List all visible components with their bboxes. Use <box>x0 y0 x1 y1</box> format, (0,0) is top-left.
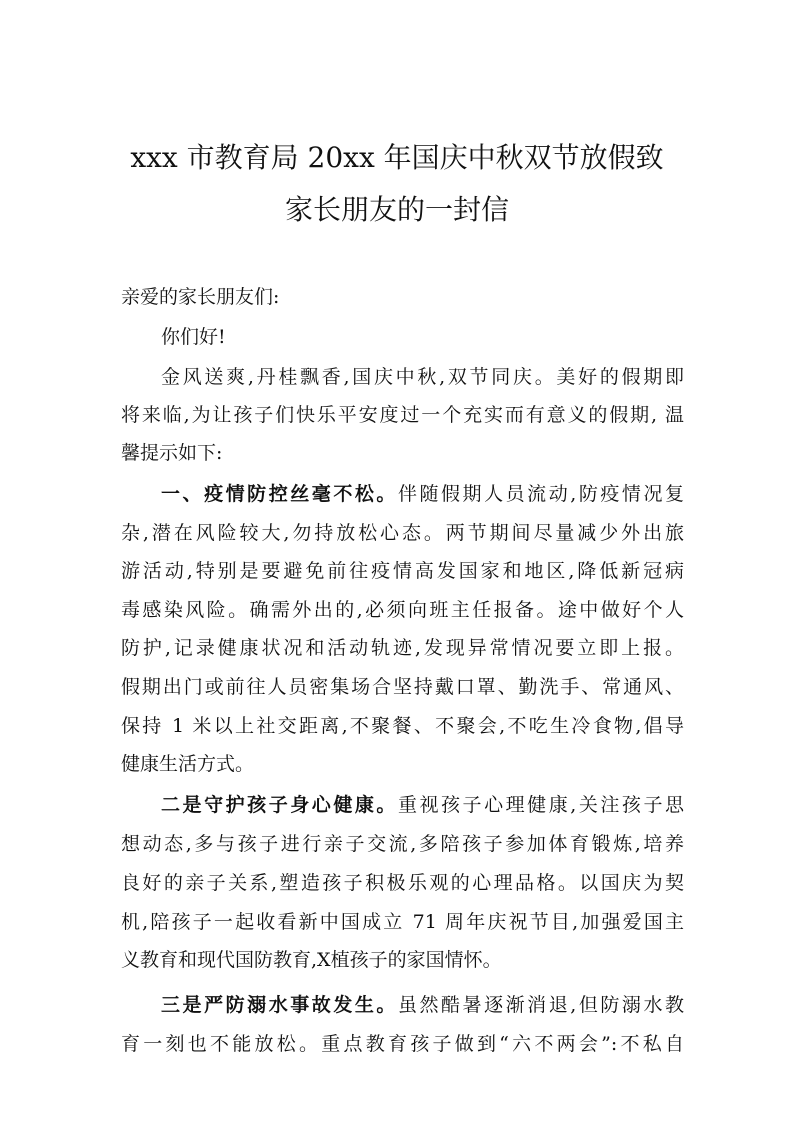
section-heading: 二是守护孩子身心健康。 <box>161 794 398 816</box>
paragraph-line <box>121 1032 684 1056</box>
line-text: 良好的亲子关系,塑造孩子积极乐观的心理品格。以国庆为契 <box>121 872 684 894</box>
line-text: 毒感染风险。确需外出的,必须向班主任报备。途中做好个人 <box>121 599 684 621</box>
paragraph-line <box>121 832 684 856</box>
section-heading: 三是严防溺水事故发生。 <box>161 994 398 1016</box>
section-heading-line <box>161 793 684 817</box>
paragraph-line <box>121 948 684 972</box>
paragraph-line <box>121 598 684 622</box>
paragraph-line <box>161 325 684 349</box>
paragraph-line <box>121 441 684 465</box>
line-text: 亲爱的家长朋友们: <box>121 286 280 308</box>
line-text: 健康生活方式。 <box>121 753 255 775</box>
line-text: 义教育和现代国防教育,X植孩子的家国情怀。 <box>121 949 502 971</box>
line-text: 虽然酷暑逐渐消退,但防溺水教 <box>397 994 684 1016</box>
paragraph-line <box>121 752 684 776</box>
section-heading: 一、疫情防控丝毫不松。 <box>161 483 398 505</box>
paragraph-line <box>121 403 684 427</box>
line-text: 金风送爽,丹桂飘香,国庆中秋,双节同庆。美好的假期即 <box>161 366 684 388</box>
paragraph-line <box>121 559 684 583</box>
paragraph-line <box>121 871 684 895</box>
paragraph-line <box>121 714 684 738</box>
paragraph-line <box>121 285 684 309</box>
paragraph-line <box>121 521 684 545</box>
line-text: 假期出门或前往人员密集场合坚持戴口罩、勤洗手、常通风、 <box>121 676 684 698</box>
line-text: 游活动,特别是要避免前往疫情高发国家和地区,降低新冠病 <box>121 560 684 582</box>
line-text: 防护,记录健康状况和活动轨迹,发现异常情况要立即上报。 <box>121 637 684 659</box>
line-text: 重视孩子心理健康,关注孩子思 <box>397 794 684 816</box>
line-text: 机,陪孩子一起收看新中国成立 71 周年庆祝节目,加强爱国主 <box>121 911 684 933</box>
line-text: 育一刻也不能放松。重点教育孩子做到“六不两会”:不私自 <box>121 1033 684 1055</box>
section-heading-line <box>161 482 684 506</box>
title-line-1: xxx 市教育局 20xx 年国庆中秋双节放假致 <box>130 141 664 174</box>
line-text: 将来临,为让孩子们快乐平安度过一个充实而有意义的假期, 温 <box>121 404 684 426</box>
line-text: 保持 1 米以上社交距离,不聚餐、不聚会,不吃生冷食物,倡导 <box>121 715 684 737</box>
line-text: 你们好! <box>161 326 226 348</box>
line-text: 想动态,多与孩子进行亲子交流,多陪孩子参加体育锻炼,培养 <box>121 833 684 855</box>
paragraph-line <box>121 675 684 699</box>
paragraph-line <box>121 910 684 934</box>
line-text: 杂,潜在风险较大,勿持放松心态。两节期间尽量减少外出旅 <box>121 522 684 544</box>
title-line-2: 家长朋友的一封信 <box>284 193 509 226</box>
line-text: 馨提示如下: <box>121 442 223 464</box>
section-heading-line <box>161 993 684 1017</box>
line-text: 伴随假期人员流动,防疫情况复 <box>397 483 684 505</box>
paragraph-line <box>161 365 684 389</box>
paragraph-line <box>121 636 684 660</box>
